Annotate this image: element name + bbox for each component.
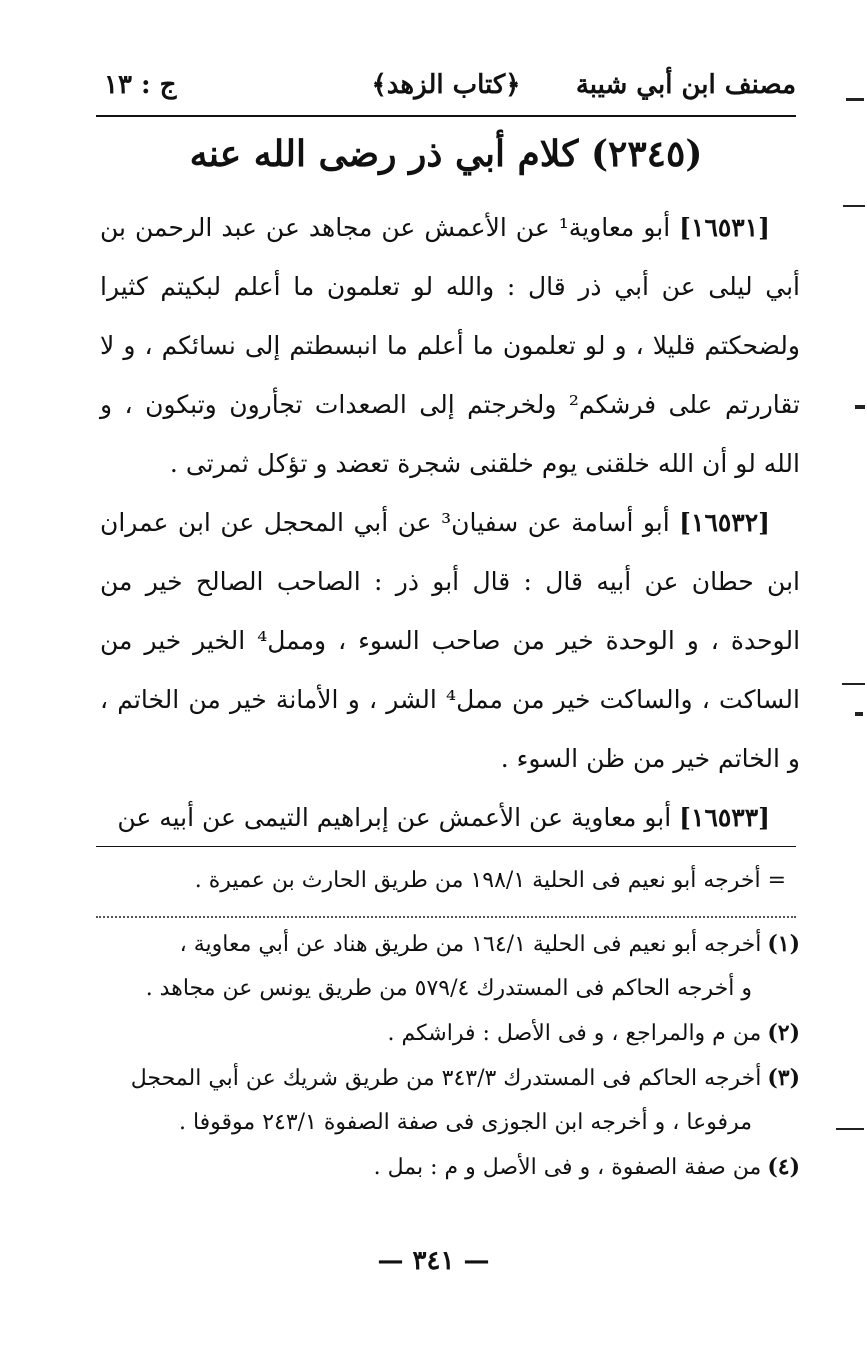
main-text (100, 198, 800, 847)
header-section-title: ﴿كتاب الزهد﴾ (371, 70, 521, 100)
footnote-3 (100, 1056, 800, 1101)
running-header (96, 62, 796, 114)
hadith-text: أبو معاوية¹ عن الأعمش عن مجاهد عن عبد الرحمن بن أبي ليلى عن أبي ذر قال : والله لو تعلمون ما أعلم لبكيتم كثيرا ولضحكتم قليلا ، و لو تعلمون ما أعلم ما انبسطتم إلى نسائكم ، و لا تقاررتم على فرشكم² ولخرجتم إلى الصعدات تجأرون وتبكون ، و الله لو أن الله خلقنى يوم خلقنى شجرة تعضد و تؤكل ثمرتى . (100, 213, 800, 478)
scan-mark (843, 205, 865, 207)
footnote-number: (٤) (767, 1154, 800, 1180)
scan-mark (842, 683, 865, 685)
scan-mark (836, 1128, 864, 1130)
hadith-16531 (100, 198, 800, 493)
hadith-number: [١٦٥٣١] (679, 213, 770, 242)
footnotes (100, 922, 800, 1190)
hadith-text: أبو أسامة عن سفيان³ عن أبي المحجل عن ابن عمران ابن حطان عن أبيه قال : قال أبو ذر : الصاحب الصالح خير من الوحدة ، و الوحدة خير من صاحب السوء ، وممل⁴ الخير خير من الساكت ، والساكت خير من ممل⁴ الشر ، و الأمانة خير من الخاتم ، و الخاتم خير من ظن السوء . (100, 508, 801, 773)
header-rule (96, 115, 796, 117)
footnote-text: أخرجه أبو نعيم فى الحلية ١٦٤/١ من طريق هناد عن أبي معاوية ، (179, 932, 762, 957)
footnote-4 (100, 1145, 800, 1190)
scan-mark (855, 405, 865, 409)
hadith-number: [١٦٥٣٣] (679, 803, 770, 832)
footnote-3-continued: مرفوعا ، و أخرجه ابن الجوزى فى صفة الصفوة ٢٤٣/١ موقوفا . (178, 1110, 752, 1135)
footnote-separator (96, 912, 796, 918)
footnote-number: (٣) (767, 1065, 800, 1091)
hadith-text: أبو معاوية عن الأعمش عن إبراهيم التيمى عن أبيه عن (117, 803, 672, 832)
footnote-continuation: = أخرجه أبو نعيم فى الحلية ١٩٨/١ من طريق الحارث بن عميرة . (194, 868, 786, 893)
footnote-text: من صفة الصفوة ، و فى الأصل و م : بمل . (373, 1155, 762, 1180)
hadith-16532 (100, 493, 800, 788)
footnote-text: أخرجه الحاكم فى المستدرك ٣٤٣/٣ من طريق شريك عن أبي المحجل (130, 1066, 762, 1091)
header-book-title: مصنف ابن أبي شيبة (575, 70, 796, 100)
chapter-title: (٢٣٤٥) كلام أبي ذر رضى الله عنه (189, 133, 703, 175)
footnote-1 (100, 922, 800, 967)
footnote-text: من م والمراجع ، و فى الأصل : فراشكم . (387, 1021, 762, 1046)
footnote-2 (100, 1011, 800, 1056)
hadith-number: [١٦٥٣٢] (679, 508, 770, 537)
scan-mark (855, 712, 863, 716)
page-number: — ٣٤١ — (377, 1246, 490, 1276)
footnote-number: (٢) (767, 1020, 800, 1046)
footnote-number: (١) (767, 931, 800, 957)
hadith-16533 (100, 788, 800, 847)
scan-mark (846, 98, 864, 101)
header-volume: ج : ١٣ (104, 70, 177, 100)
footnote-1-continued: و أخرجه الحاكم فى المستدرك ٥٧٩/٤ من طريق يونس عن مجاهد . (145, 976, 752, 1001)
footnote-rule (96, 846, 796, 847)
